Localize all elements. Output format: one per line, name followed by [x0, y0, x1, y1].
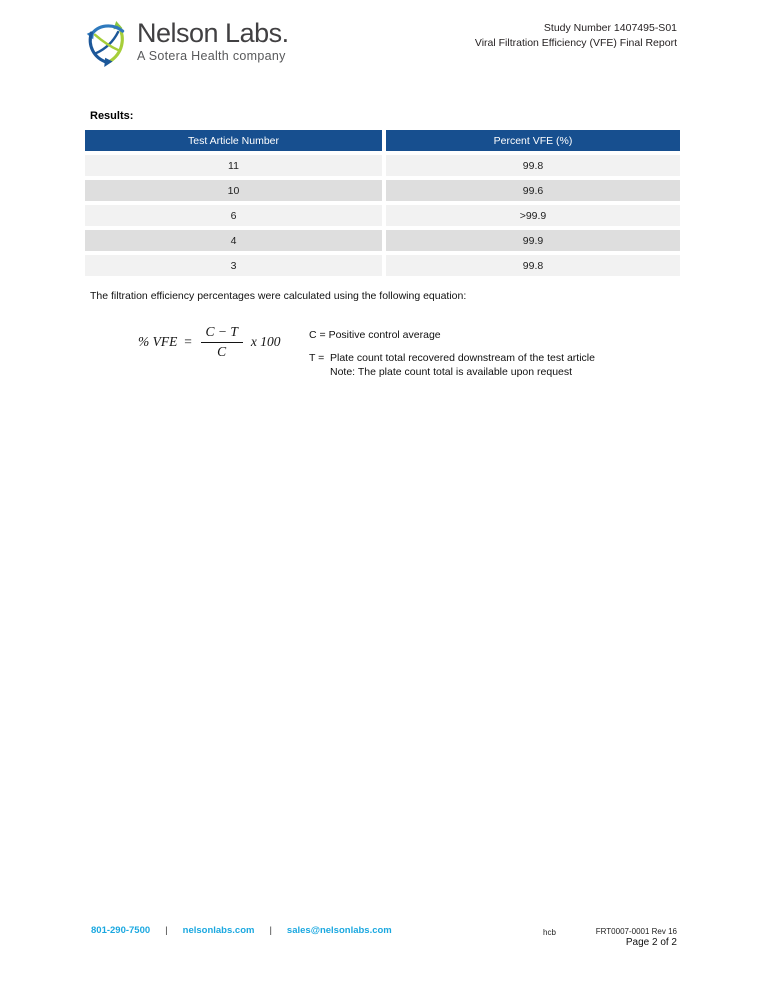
- cell-test-article: 11: [85, 155, 382, 176]
- fraction-numerator: C − T: [201, 324, 243, 343]
- definition-t-body: [330, 352, 595, 379]
- definition-c-term: C =: [309, 329, 326, 341]
- definition-t: [309, 352, 595, 379]
- cell-test-article: 6: [85, 205, 382, 226]
- equation-multiplier: x 100: [250, 334, 281, 349]
- definition-t-text: Plate count total recovered downstream of the test article: [330, 352, 595, 364]
- results-table: [85, 130, 680, 276]
- study-number: Study Number 1407495-S01: [543, 22, 677, 34]
- footer-email-link[interactable]: sales@nelsonlabs.com: [286, 925, 392, 936]
- footer-form-number: FRT0007-0001 Rev 16: [595, 927, 677, 936]
- logo-tagline: A Sotera Health company: [137, 49, 286, 63]
- table-row: [85, 180, 680, 201]
- equation-fraction: [201, 324, 243, 360]
- footer-website-link[interactable]: nelsonlabs.com: [182, 925, 255, 936]
- logo-wordmark: Nelson Labs.: [137, 18, 289, 48]
- footer-initials: hcb: [543, 928, 556, 937]
- column-header-test-article: Test Article Number: [85, 130, 382, 151]
- fraction-denominator: C: [217, 344, 227, 359]
- cell-test-article: 10: [85, 180, 382, 201]
- globe-logo-icon: [84, 20, 130, 68]
- equation-equals: =: [183, 334, 193, 349]
- cell-percent-vfe: >99.9: [386, 205, 680, 226]
- table-row: [85, 230, 680, 251]
- report-header-block: [475, 21, 677, 50]
- cell-percent-vfe: 99.8: [386, 155, 680, 176]
- footer-contact-links: [91, 925, 392, 936]
- table-header-row: [85, 130, 680, 151]
- table-row: [85, 205, 680, 226]
- vfe-equation: [138, 324, 281, 360]
- footer-separator: |: [269, 925, 272, 936]
- footer-page-number: Page 2 of 2: [625, 937, 677, 948]
- table-row: [85, 155, 680, 176]
- cell-test-article: 4: [85, 230, 382, 251]
- cell-percent-vfe: 99.9: [386, 230, 680, 251]
- definition-t-note: Note: The plate count total is available upon request: [330, 365, 573, 378]
- results-heading: Results:: [90, 110, 134, 122]
- equation-definitions: [309, 329, 595, 379]
- footer-phone-link[interactable]: 801-290-7500: [91, 925, 151, 936]
- equation-lhs: % VFE: [138, 334, 178, 349]
- report-title: Viral Filtration Efficiency (VFE) Final Report: [474, 36, 677, 49]
- equation-intro-text: The filtration efficiency percentages were calculated using the following equation:: [90, 290, 467, 302]
- table-row: [85, 255, 680, 276]
- cell-percent-vfe: 99.6: [386, 180, 680, 201]
- definition-t-term: T =: [309, 352, 325, 364]
- cell-percent-vfe: 99.8: [386, 255, 680, 276]
- definition-c-text: Positive control average: [328, 329, 441, 341]
- column-header-percent-vfe: Percent VFE (%): [386, 130, 680, 151]
- footer-separator: |: [165, 925, 168, 936]
- cell-test-article: 3: [85, 255, 382, 276]
- nelson-labs-logo: [84, 18, 289, 68]
- definition-c: [309, 329, 595, 343]
